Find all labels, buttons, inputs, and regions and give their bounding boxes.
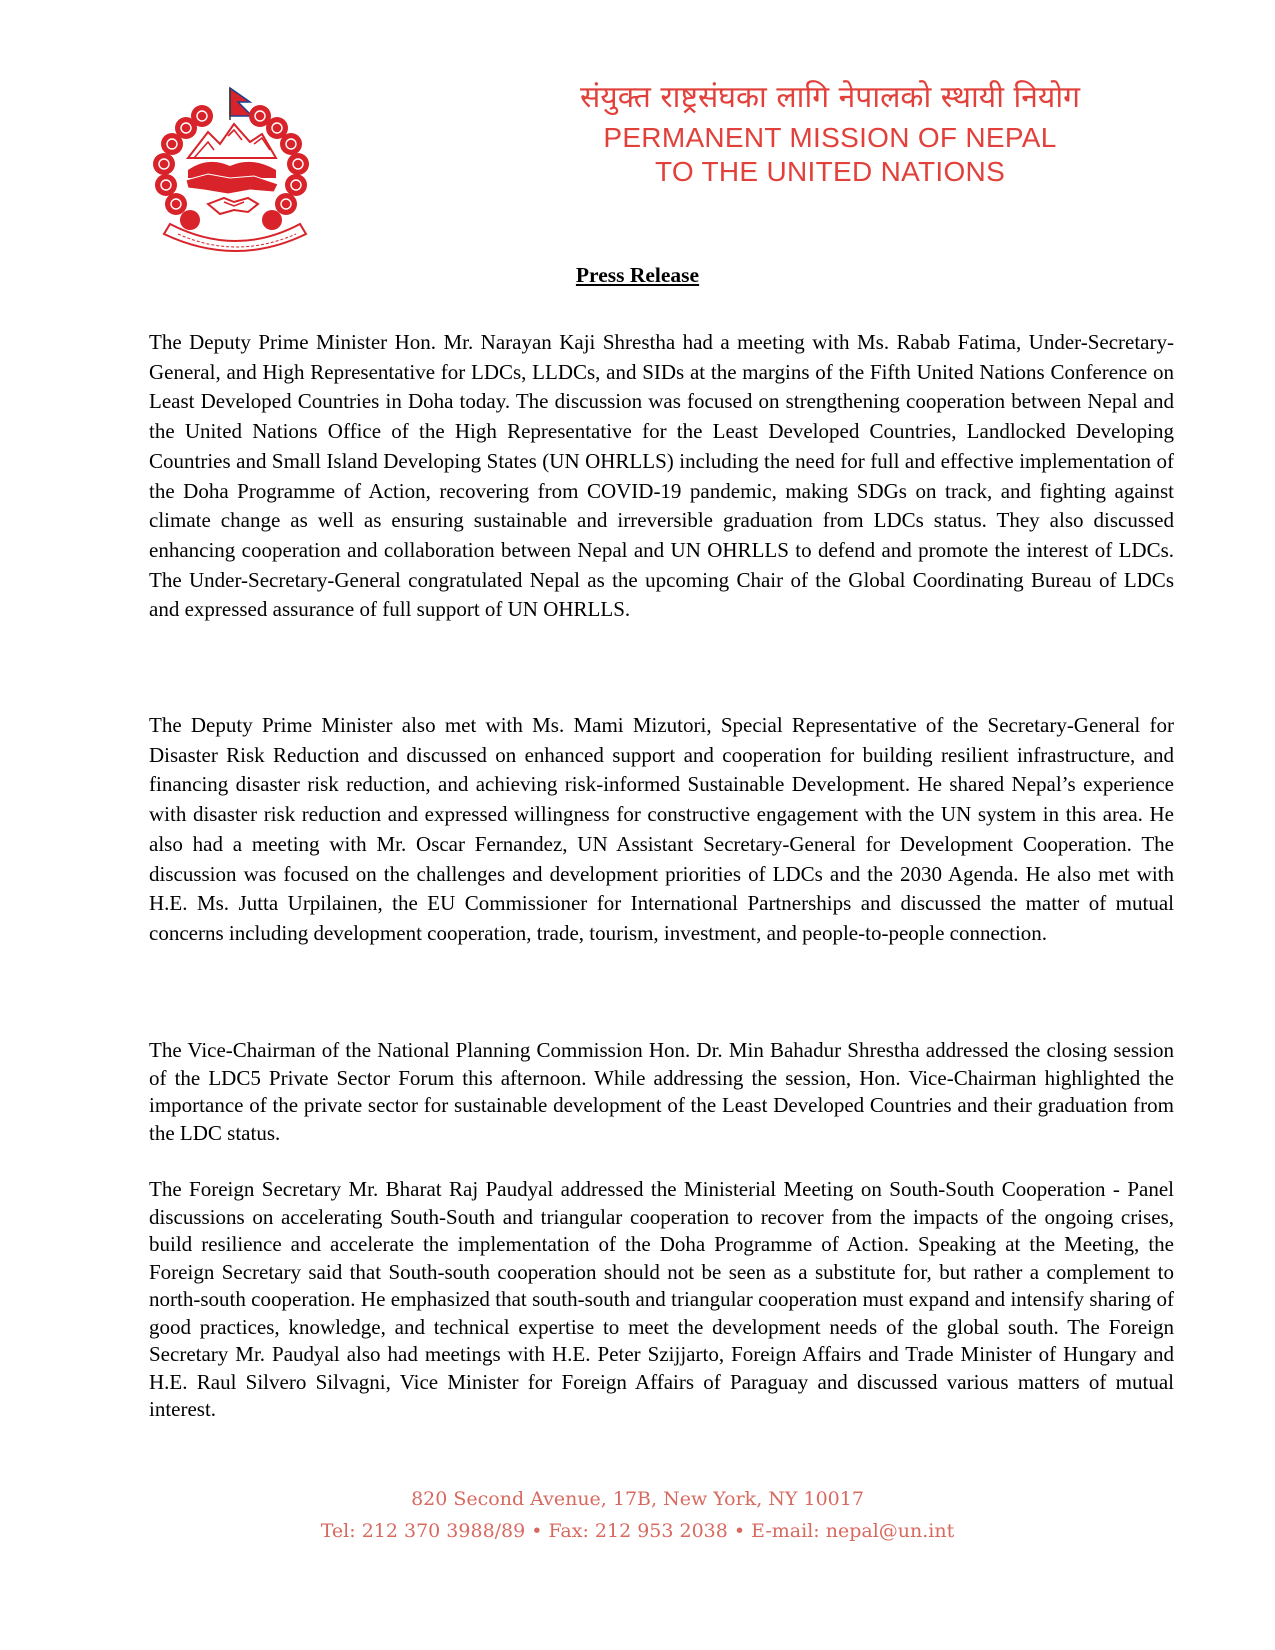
body-paragraph: The Deputy Prime Minister also met with Ms. Mami Mizutori, Special Representative of the Secretary-General for Disaster Risk Reduction and discussed on enhanced support and cooperation for building resilient infrastructure, and financing disaster risk reduction, and achieving risk-informed Sustainable Development. He shared Nepal’s experience with disaster risk reduction and expressed willingness for constructive engagement with the UN system in this area. He also had a meeting with Mr. Oscar Fernandez, UN Assistant Secretary-General for Development Cooperation. The discussion was focused on the challenges and development priorities of LDCs and the 2030 Agenda. He also met with H.E. Ms. Jutta Urpilainen, the EU Commissioner for International Partnerships and discussed the matter of mutual concerns including development cooperation, trade, tourism, investment, and people-to-people connection. [149,713,1174,945]
body-paragraph: The Deputy Prime Minister Hon. Mr. Narayan Kaji Shrestha had a meeting with Ms. Rabab Fatima, Under-Secretary-General, and High Representative for LDCs, LLDCs, and SIDs at the margins of the Fifth United Nations Conference on Least Developed Countries in Doha today. The discussion was focused on strengthening cooperation between Nepal and the United Nations Office of the High Representative for the Least Developed Countries, Landlocked Developing Countries and Small Island Developing States (UN OHRLLS) including the need for full and effective implementation of the Doha Programme of Action, recovering from COVID-19 pandemic, making SDGs on track, and fighting against climate change as well as ensuring sustainable and irreversible graduation from LDCs status. They also discussed enhancing cooperation and collaboration between Nepal and UN OHRLLS to defend and promote the interest of LDCs. The Under-Secretary-General congratulated Nepal as the upcoming Chair of the Global Coordinating Bureau of LDCs and expressed assurance of full support of UN OHRLLS. [149,330,1174,622]
footer-address: 820 Second Avenue, 17B, New York, NY 10017 [411,1488,864,1510]
body-paragraph: The Foreign Secretary Mr. Bharat Raj Paudyal addressed the Ministerial Meeting on South-South Cooperation - Panel discussions on accelerating South-South and triangular cooperation to recover from the impacts of the ongoing crises, build resilience and accelerate the implementation of the Doha Programme of Action. Speaking at the Meeting, the Foreign Secretary said that South-south cooperation should not be seen as a substitute for, but rather a complement to north-south cooperation. He emphasized that south-south and triangular cooperation must expand and intensify sharing of good practices, knowledge, and technical expertise to meet the development needs of the global south. The Foreign Secretary Mr. Paudyal also had meetings with H.E. Peter Szijjarto, Foreign Affairs and Trade Minister of Hungary and H.E. Raul Silvero Silvagni, Vice Minister for Foreign Affairs of Paraguay and discussed various matters of mutual interest. [149,1177,1174,1421]
body-paragraph: The Vice-Chairman of the National Planning Commission Hon. Dr. Min Bahadur Shrestha addressed the closing session of the LDC5 Private Sector Forum this afternoon. While addressing the session, Hon. Vice-Chairman highlighted the importance of the private sector for sustainable development of the Least Developed Countries and their graduation from the LDC status. [149,1038,1174,1145]
document-title: Press Release [575,263,700,287]
flag-icon [230,88,252,120]
letterhead-nepali-title: संयुक्त राष्ट्रसंघका लागि नेपालको स्थायी नियोग [580,80,1080,115]
handshake-icon [208,198,258,214]
nepal-emblem-icon [150,86,322,254]
letterhead-title-line-2: TO THE UNITED NATIONS [654,156,1006,187]
footer-contact: Tel: 212 370 3988/89 • Fax: 212 953 2038 • E-mail: nepal@un.int [320,1520,955,1542]
mountains-icon [188,124,276,158]
letterhead-title-line-1: PERMANENT MISSION OF NEPAL [603,122,1057,153]
